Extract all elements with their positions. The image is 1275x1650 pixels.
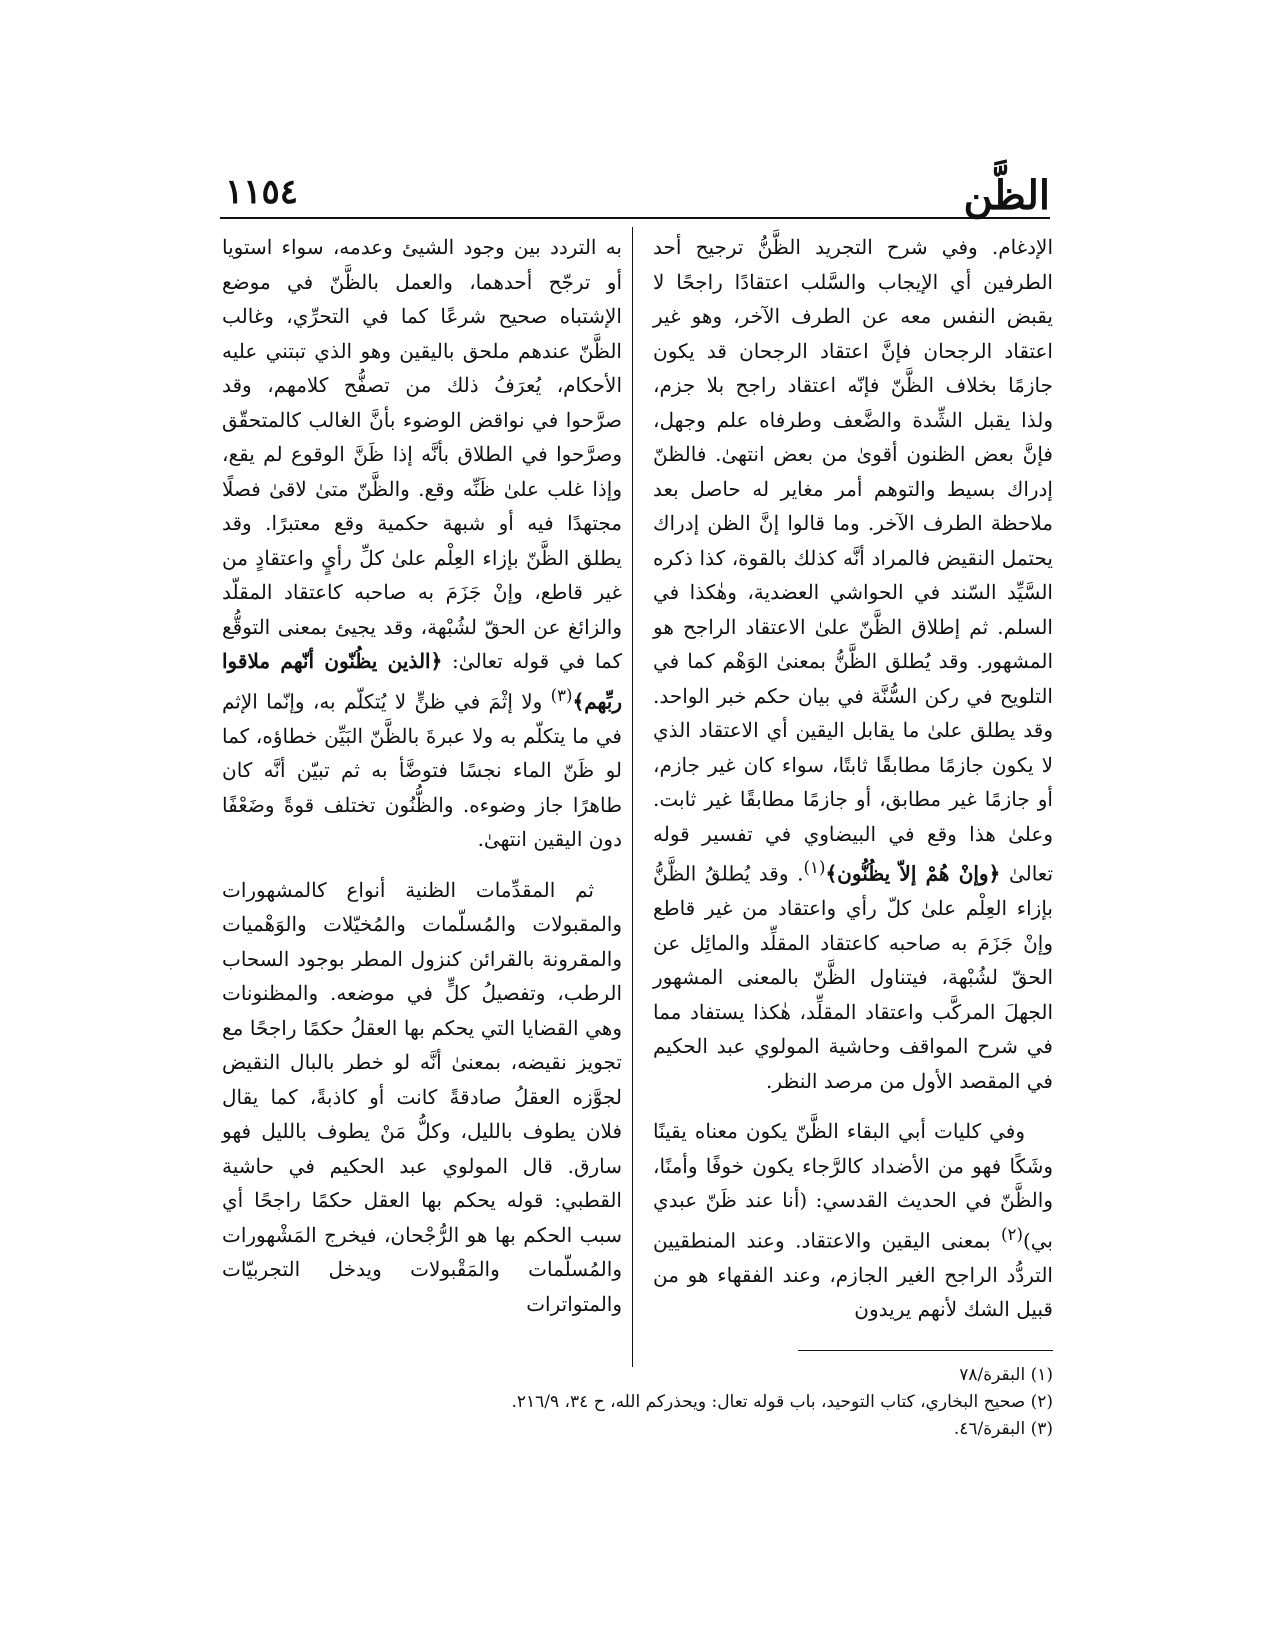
- text-run: ولا إثْمَ في ظنٍّ لا يُتكلّم به، وإنّما الإثم في ما يتكلّم به ولا عبرةَ بالظَّنّ البَيِّن خطاؤه، كما لو ظَنّ الماء نجسًا فتوضَّأ به ثم تبيّن أنَّه كان طاهرًا جاز وضوءه. والظُّنُون تختلف قوةً وضَعْفًا دون اليقين انتهىٰ.: [222, 689, 622, 852]
- left-paragraph-1: [222, 230, 622, 857]
- quran-quote: ﴿وإنْ هُمْ إلاّ يظُنُّون﴾: [825, 861, 1001, 886]
- footnote-rule: [798, 1350, 1053, 1351]
- text-run: وفي كليات أبي البقاء الظَّنّ يكون معناه يقينًا وشَكًا فهو من الأضداد كالرَّجاء يكون خوفًا وأمنًا، والظَّنّ في الحديث القدسي: (أنا عند ظَنّ عبدي بي): [653, 1119, 1053, 1253]
- text-run: به التردد بين وجود الشيئ وعدمه، سواء استويا أو ترجّح أحدهما، والعمل بالظَّنّ في موضع الإشتباه صحيح شرعًا كما في التحرِّي، وغالب الظَّنّ عندهم ملحق باليقين وهو الذي تبتني عليه الأحكام، يُعرَفُ ذلك من تصفُّح كلامهم، وقد صرَّحوا في نواقض الوضوء بأنَّ الغالب كالمتحقّق وصرَّحوا في الطلاق بأنَّه إذا ظَنَّ الوقوع لم يقع، وإذا غلب علىٰ ظَنِّه وقع. والظَّنّ متىٰ لاقىٰ فصلًا مجتهدًا فيه أو شبهة حكمية وقع معتبرًا. وقد يطلق الظَّنّ بإزاء العِلْم علىٰ كلِّ رأيٍ واعتقادٍ من غير قاطع، وإنْ جَزَمَ به صاحبه كاعتقاد المقلّد والزائغ عن الحقّ لشُبْهة، وقد يجيئ بمعنى التوقُّع كما في قوله تعالىٰ:: [222, 235, 623, 673]
- footnote-ref: (١): [803, 858, 826, 877]
- text-run: بمعنى اليقين والاعتقاد. وعند المنطقيين التردُّد الراجح الغير الجازم، وعند الفقهاء هو من قبيل الشك لأنهم يريدون: [653, 1228, 1053, 1322]
- footnotes: [223, 1362, 1053, 1443]
- column-divider: [632, 227, 633, 1367]
- left-column: [222, 230, 622, 1321]
- footnote-2: (٢) صحيح البخاري، كتاب التوحيد، باب قوله تعال: ويحذركم الله، ح ٣٤، ٢١٦/٩.: [511, 1392, 1053, 1412]
- quran-quote: ﴿الذين يظُنّون أنّهم ملاقوا ربِّهم﴾: [222, 649, 622, 714]
- footnote-3: (٣) البقرة/٤٦.: [953, 1419, 1053, 1439]
- left-paragraph-2: [222, 873, 622, 1322]
- headword: الظَّن: [963, 172, 1050, 219]
- right-column: [653, 230, 1053, 1327]
- footnote-ref: (٢): [1001, 1224, 1023, 1244]
- text-run: الإدغام. وفي شرح التجريد الظَّنُّ ترجيح أحد الطرفين أي الإيجاب والسَّلب اعتقادًا راجحًا لا يقبض النفس معه عن الطرف الآخر، وهو غير اعتقاد الرجحان فإنَّ اعتقاد الرجحان قد يكون جازمًا بخلاف الظَّنّ فإنّه اعتقاد راجح بلا جزم، ولذا يقبل الشِّدة والضَّعف وطرفاه علم وجهل، فإنَّ بعض الظنون أقوىٰ من بعض انتهىٰ. فالظنّ إدراك بسيط والتوهم أمر مغاير له حاصل بعد ملاحظة الطرف الآخر. وما قالوا إنَّ الظن إدراك يحتمل النقيض فالمراد أنَّه كذلك بالقوة، كذا ذكره السَّيِّد السّند في الحواشي العضدية، وهٰكذا في السلم. ثم إطلاق الظَّنّ علىٰ الاعتقاد الراجح هو المشهور. وقد يُطلق الظَّنُّ بمعنىٰ الوَهْم كما في التلويح في ركن السُّنَّة في بيان حكم خبر الواحد. وقد يطلق علىٰ ما يقابل اليقين أي الاعتقاد الذي لا يكون جازمًا مطابقًا ثابتًا، سواء كان غير جازم، أو جازمًا غير مطابق، أو جازمًا مطابقًا غير ثابت. وعلىٰ هذا وقع في البيضاوي في تفسير قوله تعالىٰ: [653, 235, 1054, 886]
- footnote-1: (١) البقرة/٧٨: [959, 1365, 1053, 1385]
- header-rule: [220, 217, 1050, 219]
- right-paragraph-1: [653, 230, 1053, 1098]
- page-number: ١١٥٤: [225, 172, 299, 212]
- footnote-ref: (٣): [550, 685, 573, 705]
- text-run: ثم المقدِّمات الظنية أنواع كالمشهورات والمقبولات والمُسلّمات والمُخيّلات والوَهْميات والمقرونة بالقرائن كنزول المطر بوجود السحاب الرطب، وتفصيلُ كلٍّ في موضعه. والمظنونات وهي القضايا التي يحكم بها العقلُ حكمًا راجحًا مع تجويز نقيضه، بمعنىٰ أنَّه لو خطر بالبال النقيض لجوَّزه العقلُ صادقةً كانت أو كاذبةً، كما يقال فلان يطوف بالليل، وكلُّ مَنْ يطوف بالليل فهو سارق. قال المولوي عبد الحكيم في حاشية القطبي: قوله يحكم بها العقل حكمًا راجحًا أي سبب الحكم بها هو الرُّجْحان، فيخرج المَشْهورات والمُسلّمات والمَقْبولات ويدخل التجربيّات والمتواترات: [222, 877, 622, 1316]
- right-paragraph-2: [653, 1114, 1053, 1327]
- text-run: . وقد يُطلقُ الظَّنُّ بإزاء العِلْم علىٰ كلّ رأي واعتقاد من غير قاطع وإنْ جَزَمَ به صاحبه كاعتقاد المقلِّد والمائِل عن الحقّ لشُبْهة، فيتناول الظَّنّ بالمعنى المشهور الجهلَ المركَّب واعتقاد المقلِّد، هٰكذا يستفاد مما في شرح المواقف وحاشية المولوي عبد الحكيم في المقصد الأول من مرصد النظر.: [653, 861, 1053, 1093]
